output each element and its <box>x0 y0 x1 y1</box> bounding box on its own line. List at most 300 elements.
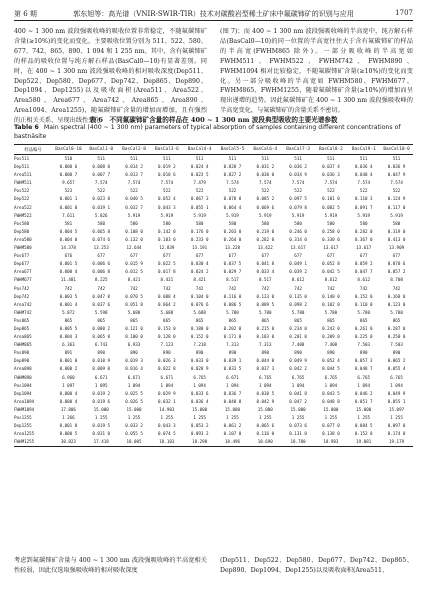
table-cell: 742 <box>261 285 270 291</box>
table-cell: 13.617 <box>323 245 339 251</box>
table-cell: 0.000 4 <box>59 390 78 396</box>
table-cell: 677 <box>195 253 204 259</box>
row-label: FWHM677 <box>14 277 32 283</box>
table-cell: 0.016 4 <box>125 366 143 372</box>
table-cell: 0.102 0 <box>322 301 340 307</box>
table-cell: 5.780 <box>324 309 338 315</box>
table-cell: 865 <box>392 317 401 323</box>
table-cell: 511 <box>228 156 237 161</box>
table-cell: 0.047 2 <box>289 398 307 404</box>
table-cell: 0.028 9 <box>190 366 209 372</box>
table-cell: 0.110 0 <box>354 301 373 307</box>
table-cell: 5.919 <box>193 212 206 218</box>
table-cell: 11.481 <box>60 277 76 283</box>
table-cell: 865 <box>327 317 335 323</box>
table-cell: 1 094 <box>226 382 239 388</box>
column-header: BasCal9-1 <box>347 145 380 155</box>
table-cell: 0.091 7 <box>354 204 373 210</box>
table-cell: 0.074 5 <box>158 431 176 437</box>
table-row <box>14 325 413 333</box>
table-cell: 18.690 <box>249 438 282 447</box>
table-cell: 0.007 7 <box>92 172 111 178</box>
table-row <box>14 220 413 228</box>
table-cell: 0.004 3 <box>59 334 78 340</box>
table-cell: 7.408 <box>291 342 305 348</box>
row-label: Dep511 <box>14 164 30 170</box>
table-cell: 1 255 <box>226 415 239 420</box>
table-cell: 522 <box>392 188 401 194</box>
table-cell: 522 <box>130 188 138 194</box>
table-cell: 0.246 0 <box>289 228 307 234</box>
table-cell: 1 255 <box>324 415 338 420</box>
table-cell: 5.919 <box>291 212 305 218</box>
table-cell: 0.097 5 <box>289 196 307 202</box>
table-cell: 0.084 5 <box>354 423 373 429</box>
table-cell: 1 097 <box>62 382 75 388</box>
table-cell: 5.688 <box>193 309 206 315</box>
table-cell: 0.024 4 <box>190 164 209 170</box>
table-cell: 0.037 6 <box>92 301 111 307</box>
row-label: Area580 <box>14 236 32 242</box>
table-cell: 19.081 <box>347 438 380 447</box>
row-label: Dep1255 <box>14 423 32 429</box>
table-cell: 0.028 7 <box>223 164 242 170</box>
table-cell: 0.047 9 <box>387 172 406 178</box>
table-cell: 0.000 7 <box>59 172 78 178</box>
table-cell: 0.117 0 <box>387 204 406 210</box>
table-cell: 0.051 8 <box>125 301 143 307</box>
table-cell: 5.780 <box>357 309 371 315</box>
table-cell: 580 <box>359 220 368 226</box>
row-label: Area1094 <box>14 398 35 404</box>
table-cell: 12.644 <box>126 245 142 251</box>
row-label: Area1255 <box>14 431 35 437</box>
table-row <box>14 382 413 390</box>
table-cell: 8.612 <box>324 277 338 283</box>
table-cell: 865 <box>97 317 105 323</box>
table-cell: 0.006 8 <box>92 269 111 275</box>
table-row <box>14 406 413 414</box>
table-row <box>14 333 413 341</box>
table-cell: 0.067 3 <box>190 196 209 202</box>
table-cell: 5.919 <box>324 212 338 218</box>
column-header: BasCal6-4 <box>249 145 282 155</box>
table-cell: 0.152 0 <box>190 334 209 340</box>
table-cell: 8.421 <box>193 277 206 283</box>
table-cell: 1 094 <box>193 382 206 388</box>
table-cell: 890 <box>130 350 138 356</box>
table-cell: 0.019 2 <box>158 164 176 170</box>
table-cell: 522 <box>359 188 368 194</box>
table-cell: 580 <box>130 220 138 226</box>
table-cell: 865 <box>163 317 171 323</box>
table-cell: 0.128 0 <box>158 334 176 340</box>
table-cell: 0.086 5 <box>223 301 242 307</box>
table-cell: 0.055 1 <box>190 204 209 210</box>
table-cell: 5.919 <box>226 212 239 218</box>
table-cell: 0.123 0 <box>387 301 406 307</box>
row-label: Area522 <box>14 204 32 210</box>
table-row <box>14 228 413 236</box>
table-cell: 0.000 4 <box>59 398 78 404</box>
table-row <box>14 195 413 203</box>
column-header: BasCal0-10 <box>52 145 85 155</box>
table-row <box>14 285 413 293</box>
table-cell: 0.057 2 <box>387 269 406 275</box>
table-cell: 13.228 <box>224 245 241 251</box>
table-cell: 0.110 3 <box>354 196 373 202</box>
table-cell: 6.765 <box>258 374 272 380</box>
table-row <box>14 293 413 301</box>
table-cell: 0.319 0 <box>387 228 406 234</box>
table-cell: 0.225 0 <box>354 334 373 340</box>
table-cell: 890 <box>327 350 335 356</box>
table-cell: 0.024 2 <box>190 269 209 275</box>
table-cell: 7.479 <box>193 180 206 186</box>
table-cell: 0.183 0 <box>158 236 176 242</box>
table-cell: 0.039 2 <box>289 269 307 275</box>
table-cell: 0.037 5 <box>223 261 242 267</box>
table-cell: 0.074 6 <box>92 236 111 242</box>
table-cell: 0.174 0 <box>387 431 406 437</box>
table-cell: 0.123 0 <box>256 293 275 299</box>
table-row <box>14 276 413 284</box>
table-cell: 8.708 <box>390 277 403 283</box>
column-header-sample-id: 样品编号 <box>14 145 52 155</box>
table-cell: 7.574 <box>127 180 141 186</box>
table-cell: 0.040 8 <box>223 398 242 404</box>
body-text-top-left: 400 ~ 1 300 nm 波段强吸收峰的吸收位置非常稳定，不随氟碳铈矿含量(≥10%)的变化而变化，主要吸收位置分别为 511、522、580、677、742、865、890、1 094 和 1 255 nm。其中，含有氟碳铈矿的样品的吸收位置与纯方解石样品(BasCal0—10)有显著差别。同时，在 400 ~ 1 300 nm 波段强吸收峰的相对吸收深度(Dep511、Dep522、Dep580、Dep677、Dep742、Dep865、Dep890、Dep1094、Dep1255)以及吸收面积(Area511、Area522、Area580、Area677、Area742、Area865、Area890、Area1094、Area1255)，随氟碳铈矿含量的增加而增加，且有强烈的正相关关系，呈现出线性变化 <box>14 28 207 125</box>
table-cell: 0.138 0 <box>322 431 340 437</box>
table-cell: 0.001 5 <box>59 261 78 267</box>
table-cell: 19.179 <box>380 438 413 447</box>
table-cell: 1 255 <box>94 415 108 420</box>
table-cell: 8.612 <box>291 277 305 283</box>
table-cell: 0.032 7 <box>125 204 143 210</box>
table-cell: 0.005 5 <box>59 325 78 331</box>
table-cell: 0.052 4 <box>322 358 340 364</box>
table-cell: 890 <box>359 350 368 356</box>
table-row <box>14 374 413 382</box>
table-cell: 0.036 9 <box>387 164 406 170</box>
row-label: Pos677 <box>14 253 30 259</box>
table-cell: 0.017 8 <box>158 269 176 275</box>
table-cell: 742 <box>359 285 368 291</box>
table-cell: 0.093 2 <box>190 431 209 437</box>
table-cell: 18.496 <box>216 438 249 447</box>
row-label: Pos1255 <box>14 415 32 420</box>
table-cell: 0.234 0 <box>289 325 307 331</box>
table-cell: 0.047 8 <box>92 293 111 299</box>
row-label: Dep580 <box>14 228 30 234</box>
table-cell: 1 255 <box>127 415 141 420</box>
table-cell: 865 <box>261 317 270 323</box>
table-cell: 0.023 8 <box>92 196 111 202</box>
table-cell: 865 <box>294 317 302 323</box>
table-cell: 7.574 <box>160 180 174 186</box>
table-cell: 0.034 9 <box>289 172 307 178</box>
table-cell: 0.264 0 <box>223 236 242 242</box>
table-cell: 0.014 2 <box>125 164 143 170</box>
table-cell: 0.001 0 <box>59 204 78 210</box>
table-cell: 0.180 0 <box>190 325 209 331</box>
table-cell: 0.202 0 <box>223 325 242 331</box>
table-cell: 677 <box>261 253 270 259</box>
table-cell: 0.018 6 <box>158 172 176 178</box>
table-cell: 0.001 1 <box>59 196 78 202</box>
table-cell: 580 <box>163 220 171 226</box>
table-cell: 7.123 <box>160 342 174 348</box>
table-cell: 0.097 0 <box>387 423 406 429</box>
table-cell: 6.933 <box>127 342 141 348</box>
table-cell: 865 <box>228 317 237 323</box>
table-cell: 18.298 <box>183 438 216 447</box>
table-cell: 742 <box>392 285 401 291</box>
table-row <box>14 301 413 309</box>
table-cell: 13.617 <box>356 245 372 251</box>
table-cell: 580 <box>97 220 105 226</box>
table-cell: 1 094 <box>357 382 371 388</box>
table-cell: 742 <box>195 285 204 291</box>
table-cell: 14.378 <box>60 245 76 251</box>
table-cell: 1 094 <box>160 382 174 388</box>
body-text-bottom-right: (Dep511、Dep522、Dep580、Dep677、Dep742、Dep865、Dep890、Dep1094、Dep1255)以及吸收面积(Area511、 <box>220 557 413 574</box>
table-cell: 0.044 5 <box>322 366 340 372</box>
table-cell: 0.033 5 <box>223 366 242 372</box>
table-cell: 0.023 5 <box>190 172 209 178</box>
table-row <box>14 390 413 398</box>
table-cell: 0.036 2 <box>289 164 307 170</box>
table-cell: 0.001 0 <box>59 423 78 429</box>
table-cell: 0.287 0 <box>387 325 406 331</box>
table-row <box>14 422 413 430</box>
table-cell: 0.140 0 <box>322 293 340 299</box>
table-cell: 890 <box>163 350 171 356</box>
table-cell: 6.765 <box>357 374 371 380</box>
table-cell: 7.408 <box>324 342 338 348</box>
table-row <box>14 309 413 317</box>
table-cell: 0.059 2 <box>354 261 373 267</box>
table-cell: 30.823 <box>52 438 85 447</box>
table-cell: 0.057 3 <box>354 358 373 364</box>
table-cell: 0.282 0 <box>354 228 373 234</box>
table-cell: 0.055 1 <box>387 398 406 404</box>
table-cell: 0.003 5 <box>59 293 78 299</box>
table-cell: 13.422 <box>257 245 273 251</box>
table-cell: 0.027 2 <box>223 172 242 178</box>
table-cell: 677 <box>327 253 335 259</box>
table-cell: 7.574 <box>324 180 338 186</box>
table-cell: 510 <box>64 156 73 161</box>
table-cell: 0.044 0 <box>256 358 275 364</box>
table-cell: 0.037 3 <box>256 366 275 372</box>
row-label: Dep742 <box>14 293 30 299</box>
row-label: FWHM890 <box>14 374 32 380</box>
column-header: BasCal5-5 <box>216 145 249 155</box>
table-cell: 0.015 9 <box>125 261 143 267</box>
column-header: BasCal3-6 <box>150 145 183 155</box>
column-header: BasCal4-4 <box>183 145 216 155</box>
table-cell: 15.000 <box>224 406 241 412</box>
table-cell: 0.064 2 <box>158 301 176 307</box>
table-cell: 7.503 <box>357 342 371 348</box>
table-cell: 890 <box>97 350 105 356</box>
table-cell: 13.253 <box>93 245 109 251</box>
row-label: Pos511 <box>14 156 30 161</box>
table-cell: 511 <box>130 156 138 161</box>
table-cell: 6.765 <box>324 374 338 380</box>
table-cell: 0.258 0 <box>322 228 340 234</box>
table-row <box>14 341 413 349</box>
table-cell: 7.574 <box>357 180 371 186</box>
table-cell: 580 <box>228 220 237 226</box>
table-cell: 0.008 0 <box>92 164 111 170</box>
table-cell: 0.261 0 <box>354 325 373 331</box>
table-cell: 18.103 <box>150 438 183 447</box>
table-cell: 0.000 5 <box>59 431 78 437</box>
table-cell: 0.088 4 <box>158 293 176 299</box>
table-cell: 8.225 <box>94 277 108 283</box>
table-cell: 0.282 0 <box>256 236 275 242</box>
table-row <box>14 414 413 422</box>
table-cell: 1 094 <box>258 382 272 388</box>
table-cell: 1 095 <box>94 382 108 388</box>
row-label: Pos890 <box>14 350 30 356</box>
column-header: BasCal10-0 <box>380 145 413 155</box>
table-cell: 580 <box>392 220 401 226</box>
table-cell: 1 255 <box>390 415 403 420</box>
table-cell: 0.152 0 <box>354 293 373 299</box>
table-cell: 511 <box>195 156 204 161</box>
table-cell: 5.919 <box>258 212 272 218</box>
table-cell: 5.919 <box>160 212 174 218</box>
table-cell: 0.082 5 <box>322 204 340 210</box>
table-cell: 0.036 4 <box>190 398 209 404</box>
table-cell: 0.033 2 <box>125 423 143 429</box>
table-cell: 0.116 0 <box>256 431 275 437</box>
table-cell: 677 <box>294 253 302 259</box>
table-cell: 742 <box>64 285 73 291</box>
table-cell: 0.022 5 <box>158 261 176 267</box>
table-cell: 523 <box>64 188 73 194</box>
table-cell: 0.116 0 <box>223 293 242 299</box>
table-cell: 1 094 <box>324 382 338 388</box>
table-cell: 5.598 <box>94 309 108 315</box>
table-cell: 0.250 0 <box>387 334 406 340</box>
table-cell: 0.001 0 <box>59 358 78 364</box>
table-cell: 0.029 7 <box>223 269 242 275</box>
table-cell: 8.517 <box>226 277 239 283</box>
table-caption-cn: 表 6 不同氟碳铈矿含量的样品在 400 ~ 1 300 nm 波段典型吸收的主要光谱参数 <box>89 116 338 124</box>
page-number: 1707 <box>395 9 413 17</box>
table-cell: 0.043 3 <box>158 423 176 429</box>
table-cell: 0.019 1 <box>92 204 111 210</box>
table-cell: 5.688 <box>127 309 141 315</box>
table-cell: 6.671 <box>160 374 174 380</box>
table-cell: 742 <box>130 285 138 291</box>
table-cell: 742 <box>294 285 302 291</box>
row-label: Dep677 <box>14 261 30 267</box>
row-label: Pos1094 <box>14 382 32 388</box>
table-row <box>14 349 413 357</box>
table-cell: 0.314 0 <box>289 236 307 242</box>
table-cell: 0.132 0 <box>125 236 143 242</box>
table-cell: 0.413 0 <box>387 236 406 242</box>
table-row <box>14 430 413 438</box>
table-cell: 677 <box>228 253 237 259</box>
table-cell: 0.089 5 <box>256 301 275 307</box>
table-cell: 0.032 1 <box>158 398 176 404</box>
table-cell: 5.780 <box>258 309 272 315</box>
table-cell: 0.219 0 <box>256 228 275 234</box>
table-cell: 0.012 5 <box>125 269 143 275</box>
table-cell: 890 <box>261 350 270 356</box>
table-cell: 677 <box>130 253 138 259</box>
table-cell: 0.038 5 <box>256 390 275 396</box>
table-cell: 0.176 0 <box>190 228 209 234</box>
table-cell: 0.046 2 <box>354 390 373 396</box>
table-cell: 511 <box>163 156 171 161</box>
table-row <box>14 260 413 268</box>
table-cell: 6.765 <box>390 374 403 380</box>
table-cell: 522 <box>97 188 105 194</box>
table-cell: 0.001 4 <box>59 301 78 307</box>
table-cell: 7.574 <box>94 180 108 186</box>
table-cell: 18.788 <box>282 438 315 447</box>
row-label: Area677 <box>14 269 32 275</box>
table-cell: 14.903 <box>159 406 175 412</box>
table-cell: 6.743 <box>94 342 108 348</box>
table-cell: 15.000 <box>126 406 142 412</box>
table-cell: 511 <box>294 156 302 161</box>
table-cell: 7.503 <box>390 342 403 348</box>
table-cell: 0.100 0 <box>125 334 143 340</box>
table-cell: 677 <box>359 253 368 259</box>
table-cell: 0.153 0 <box>158 325 176 331</box>
table-cell: 0.010 9 <box>92 358 111 364</box>
table-row <box>14 252 413 260</box>
table-cell: 0.048 8 <box>322 398 340 404</box>
table-cell: 0.033 0 <box>190 358 209 364</box>
table-cell: 0.006 6 <box>92 261 111 267</box>
table-cell: 8.612 <box>357 277 371 283</box>
table-cell: 7.574 <box>258 180 272 186</box>
body-text-top-right: (图 7)；而 400 ~ 1 300 nm 波段强吸收峰的半高宽中，纯方解石样品(BasCal0—10)的同一位置的半高宽往往大于含有氟碳铈矿的样品的半高宽(FWHM865 除外)。一部分吸收峰的半高宽如 FWHM511、FWHM522、FWHM742、FWHM890、FWHM1094 相对比较稳定，不随氟碳铈矿含量(≥10%)的变化而变化。另一部分吸收峰的半高宽如 FWHM580、FWHM677、FWHM865、FWHM1255，随着氟碳铈矿含量(≥10%)的增加而呈现出递增的趋势。因此氟碳铈矿在 400 ~ 1 300 nm 波段强吸收峰的半高宽变化，与氟碳铈矿的含量关系不密切。 <box>220 28 413 115</box>
row-label: FWHM1094 <box>14 406 35 412</box>
table-row <box>14 268 413 276</box>
issue-number: 第 6 期 <box>14 10 37 18</box>
table-cell: 15.000 <box>192 406 208 412</box>
row-label: Dep865 <box>14 325 30 331</box>
row-label: Pos865 <box>14 317 30 323</box>
table-cell: 0.033 4 <box>256 269 275 275</box>
table-cell: 1 094 <box>291 382 305 388</box>
table-cell: 0.070 5 <box>125 293 143 299</box>
table-cell: 0.022 8 <box>158 366 176 372</box>
table-cell: 0.026 3 <box>158 358 176 364</box>
table-cell: 0.367 0 <box>354 236 373 242</box>
table-cell: 6.671 <box>226 374 239 380</box>
table-cell: 0.171 0 <box>223 334 242 340</box>
table-cell: 17.418 <box>85 438 118 447</box>
table-cell: 0.101 0 <box>322 196 340 202</box>
row-label: Area742 <box>14 301 32 307</box>
table-cell: 676 <box>64 253 73 259</box>
table-cell: 865 <box>130 317 138 323</box>
table-row <box>14 204 413 212</box>
table-cell: 865 <box>195 317 204 323</box>
table-cell: 0.215 0 <box>256 325 275 331</box>
